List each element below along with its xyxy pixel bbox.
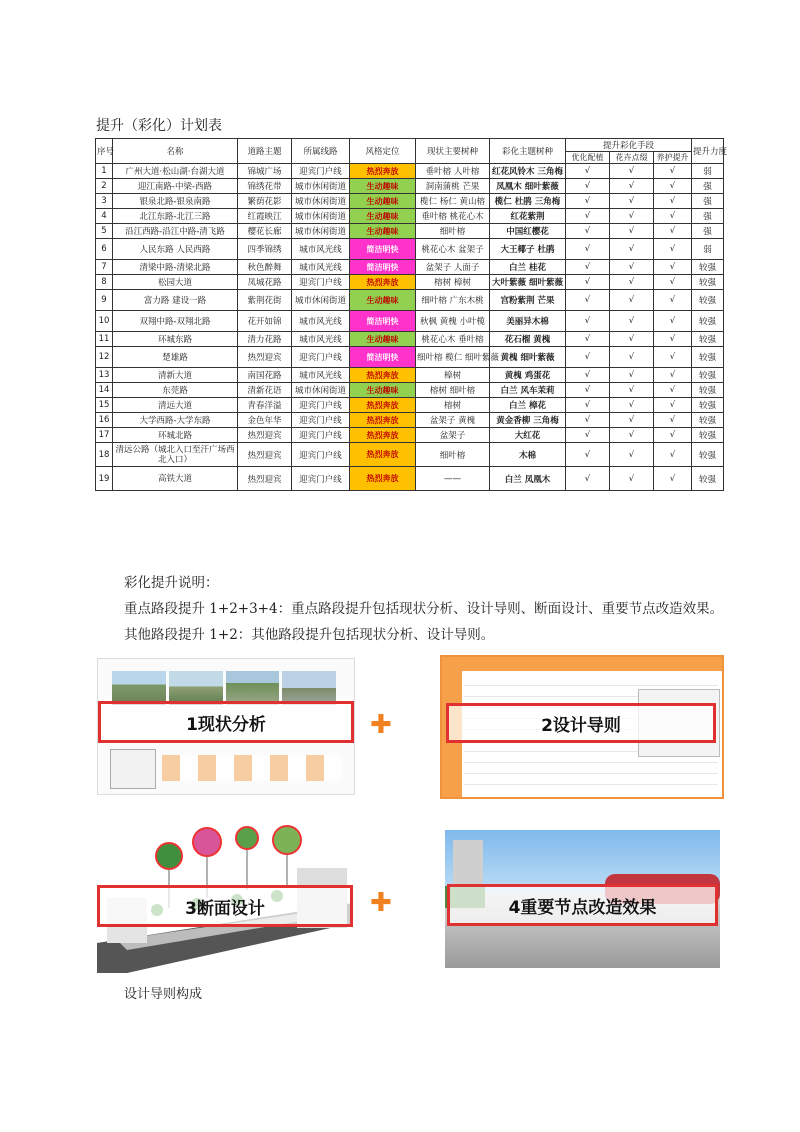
cell-style: 生动趣味 bbox=[350, 194, 416, 209]
cell-theme: 四季锦绣 bbox=[238, 239, 292, 260]
cell-name: 松园大道 bbox=[113, 275, 238, 290]
photo-strip bbox=[112, 671, 336, 705]
cell-line: 迎宾门户线 bbox=[292, 428, 350, 443]
table-row bbox=[96, 428, 724, 443]
cell-current: 榄仁 杨仁 黄山榕 bbox=[416, 194, 490, 209]
cell-scope-1: √ bbox=[566, 260, 610, 275]
cell-current: 榕树 bbox=[416, 398, 490, 413]
cell-scope-1: √ bbox=[566, 311, 610, 332]
cell-style: 生动趣味 bbox=[350, 224, 416, 239]
cell-no: 10 bbox=[96, 311, 113, 332]
cell-theme: 南国花路 bbox=[238, 368, 292, 383]
cell-theme: 清新花语 bbox=[238, 383, 292, 398]
cell-current: 桃花心木 盆架子 bbox=[416, 239, 490, 260]
cell-current: 细叶榕 bbox=[416, 443, 490, 467]
map-sketch bbox=[110, 749, 156, 789]
cell-style: 热烈奔放 bbox=[350, 413, 416, 428]
cell-strength: 较强 bbox=[692, 290, 724, 311]
cell-current: 垂叶榕 桃花心木 bbox=[416, 209, 490, 224]
cell-line: 城市休闲街道 bbox=[292, 209, 350, 224]
cell-scope-1: √ bbox=[566, 467, 610, 491]
cell-no: 3 bbox=[96, 194, 113, 209]
cell-name: 清远大道 bbox=[113, 398, 238, 413]
cell-strength: 较强 bbox=[692, 347, 724, 368]
cell-strength: 较强 bbox=[692, 383, 724, 398]
cell-strength: 较强 bbox=[692, 275, 724, 290]
cell-theme: 金色年华 bbox=[238, 413, 292, 428]
table-row bbox=[96, 398, 724, 413]
cell-color-trees: 中国红樱花 bbox=[490, 224, 566, 239]
cell-name: 高铁大道 bbox=[113, 467, 238, 491]
street-photo bbox=[282, 671, 336, 705]
cell-line: 迎宾门户线 bbox=[292, 398, 350, 413]
cell-current: 盆架子 黄槐 bbox=[416, 413, 490, 428]
cell-color-trees: 大王椰子 杜鹃 bbox=[490, 239, 566, 260]
cell-scope-1: √ bbox=[566, 332, 610, 347]
table-row bbox=[96, 368, 724, 383]
cell-style: 生动趣味 bbox=[350, 179, 416, 194]
cell-color-trees: 花石榴 黄槐 bbox=[490, 332, 566, 347]
cell-name: 人民东路 人民西路 bbox=[113, 239, 238, 260]
cell-scope-1: √ bbox=[566, 383, 610, 398]
cell-scope-2: √ bbox=[610, 179, 654, 194]
cell-color-trees: 黄槐 细叶紫薇 bbox=[490, 347, 566, 368]
cell-scope-3: √ bbox=[654, 443, 692, 467]
cell-current: —— bbox=[416, 467, 490, 491]
header-scope-1: 优化配植 bbox=[566, 152, 610, 164]
caption: 设计导则构成 bbox=[124, 987, 203, 1002]
cell-scope-3: √ bbox=[654, 224, 692, 239]
cell-strength: 强 bbox=[692, 224, 724, 239]
cell-no: 14 bbox=[96, 383, 113, 398]
cell-scope-3: √ bbox=[654, 347, 692, 368]
cell-strength: 强 bbox=[692, 194, 724, 209]
cell-style: 简洁明快 bbox=[350, 239, 416, 260]
cell-style: 生动趣味 bbox=[350, 383, 416, 398]
cell-name: 沿江西路-沿江中路-清飞路 bbox=[113, 224, 238, 239]
cell-strength: 较强 bbox=[692, 332, 724, 347]
header-theme: 道路主题 bbox=[238, 139, 292, 164]
header-scope-group: 提升彩化手段 bbox=[566, 139, 692, 152]
cell-scope-3: √ bbox=[654, 209, 692, 224]
cell-line: 迎宾门户线 bbox=[292, 347, 350, 368]
cell-strength: 较强 bbox=[692, 368, 724, 383]
cell-color-trees: 凤凰木 细叶紫薇 bbox=[490, 179, 566, 194]
cell-color-trees: 黄金香柳 三角梅 bbox=[490, 413, 566, 428]
header-name: 名称 bbox=[113, 139, 238, 164]
header-line: 所属线路 bbox=[292, 139, 350, 164]
cell-theme: 青春洋溢 bbox=[238, 398, 292, 413]
building-left bbox=[453, 840, 483, 890]
cell-no: 1 bbox=[96, 164, 113, 179]
cell-color-trees: 大叶紫薇 细叶紫薇 bbox=[490, 275, 566, 290]
cell-line: 迎宾门户线 bbox=[292, 443, 350, 467]
cell-style: 简洁明快 bbox=[350, 347, 416, 368]
cell-current: 榕树 细叶榕 bbox=[416, 383, 490, 398]
cell-theme: 紫荆花街 bbox=[238, 290, 292, 311]
cell-strength: 较强 bbox=[692, 467, 724, 491]
plus-icon: ✚ bbox=[370, 710, 392, 740]
table-row bbox=[96, 347, 724, 368]
cell-scope-3: √ bbox=[654, 311, 692, 332]
cell-line: 迎宾门户线 bbox=[292, 413, 350, 428]
cell-style: 热烈奔放 bbox=[350, 275, 416, 290]
cell-scope-2: √ bbox=[610, 164, 654, 179]
cell-name: 清远公路（城北入口至汗广场西北入口） bbox=[113, 443, 238, 467]
mini-table bbox=[162, 755, 342, 781]
header-strength: 提升力度 bbox=[692, 139, 724, 164]
cell-name: 环城东路 bbox=[113, 332, 238, 347]
cell-current: 细叶榕 bbox=[416, 224, 490, 239]
cell-scope-1: √ bbox=[566, 290, 610, 311]
cell-no: 9 bbox=[96, 290, 113, 311]
cell-name: 迎江南路-中梁-西路 bbox=[113, 179, 238, 194]
cell-scope-3: √ bbox=[654, 164, 692, 179]
cell-theme: 花开如锦 bbox=[238, 311, 292, 332]
cell-current: 樟树 bbox=[416, 368, 490, 383]
cell-scope-1: √ bbox=[566, 164, 610, 179]
cell-scope-1: √ bbox=[566, 413, 610, 428]
cell-scope-2: √ bbox=[610, 428, 654, 443]
cell-name: 银泉北路-银泉南路 bbox=[113, 194, 238, 209]
cell-color-trees: 白兰 樟花 bbox=[490, 398, 566, 413]
cell-scope-3: √ bbox=[654, 275, 692, 290]
cell-line: 城市休闲街道 bbox=[292, 383, 350, 398]
cell-color-trees: 木棉 bbox=[490, 443, 566, 467]
cell-scope-3: √ bbox=[654, 290, 692, 311]
cell-line: 迎宾门户线 bbox=[292, 467, 350, 491]
cell-no: 17 bbox=[96, 428, 113, 443]
cell-no: 4 bbox=[96, 209, 113, 224]
cell-color-trees: 黄槐 鸡蛋花 bbox=[490, 368, 566, 383]
cell-scope-1: √ bbox=[566, 428, 610, 443]
cell-strength: 弱 bbox=[692, 164, 724, 179]
cell-theme: 锦绣花带 bbox=[238, 179, 292, 194]
table-row bbox=[96, 260, 724, 275]
cell-theme: 秋色醉舞 bbox=[238, 260, 292, 275]
cell-current: 桃花心木 垂叶榕 bbox=[416, 332, 490, 347]
table-row bbox=[96, 239, 724, 260]
cell-scope-2: √ bbox=[610, 413, 654, 428]
cell-scope-1: √ bbox=[566, 443, 610, 467]
cell-strength: 较强 bbox=[692, 428, 724, 443]
cell-no: 6 bbox=[96, 239, 113, 260]
label-current-analysis: 1现状分析 bbox=[98, 701, 354, 743]
cell-style: 生动趣味 bbox=[350, 290, 416, 311]
cell-current: 细叶榕 榄仁 细叶紫薇 bbox=[416, 347, 490, 368]
cell-name: 楚雄路 bbox=[113, 347, 238, 368]
table-row bbox=[96, 290, 724, 311]
table-row bbox=[96, 224, 724, 239]
cell-theme: 热烈迎宾 bbox=[238, 428, 292, 443]
cell-name: 环城北路 bbox=[113, 428, 238, 443]
table-row bbox=[96, 164, 724, 179]
cell-scope-3: √ bbox=[654, 383, 692, 398]
cell-line: 城市风光线 bbox=[292, 260, 350, 275]
cell-strength: 强 bbox=[692, 209, 724, 224]
cell-theme: 锦城广场 bbox=[238, 164, 292, 179]
cell-scope-2: √ bbox=[610, 443, 654, 467]
cell-name: 清梁中路-清梁北路 bbox=[113, 260, 238, 275]
cell-scope-2: √ bbox=[610, 290, 654, 311]
cell-line: 城市休闲街道 bbox=[292, 224, 350, 239]
cell-theme: 热烈迎宾 bbox=[238, 443, 292, 467]
cell-name: 双翔中路-双翔北路 bbox=[113, 311, 238, 332]
cell-color-trees: 白兰 桂花 bbox=[490, 260, 566, 275]
cell-style: 简洁明快 bbox=[350, 260, 416, 275]
cell-scope-3: √ bbox=[654, 413, 692, 428]
header-style: 风格定位 bbox=[350, 139, 416, 164]
tree-bubble-icon bbox=[236, 827, 258, 849]
cell-scope-3: √ bbox=[654, 398, 692, 413]
cell-scope-2: √ bbox=[610, 209, 654, 224]
cell-no: 8 bbox=[96, 275, 113, 290]
cell-current: 盆架子 人面子 bbox=[416, 260, 490, 275]
cell-color-trees: 白兰 风车茉莉 bbox=[490, 383, 566, 398]
cell-scope-1: √ bbox=[566, 275, 610, 290]
cell-style: 热烈奔放 bbox=[350, 443, 416, 467]
cell-color-trees: 美丽异木棉 bbox=[490, 311, 566, 332]
label-design-guideline: 2设计导则 bbox=[446, 703, 716, 743]
cell-color-trees: 榄仁 杜鹃 三角梅 bbox=[490, 194, 566, 209]
cell-scope-1: √ bbox=[566, 209, 610, 224]
cell-style: 简洁明快 bbox=[350, 311, 416, 332]
cell-theme: 红霞映江 bbox=[238, 209, 292, 224]
cell-scope-1: √ bbox=[566, 224, 610, 239]
cell-scope-2: √ bbox=[610, 275, 654, 290]
cell-theme: 热烈迎宾 bbox=[238, 467, 292, 491]
cell-scope-3: √ bbox=[654, 467, 692, 491]
street-photo bbox=[169, 671, 223, 705]
cell-style: 热烈奔放 bbox=[350, 368, 416, 383]
cell-scope-2: √ bbox=[610, 398, 654, 413]
cell-name: 清新大道 bbox=[113, 368, 238, 383]
panel-key-node bbox=[445, 830, 720, 968]
cell-scope-3: √ bbox=[654, 179, 692, 194]
table-row bbox=[96, 443, 724, 467]
cell-theme: 凤城花路 bbox=[238, 275, 292, 290]
cell-scope-1: √ bbox=[566, 194, 610, 209]
cell-color-trees: 白兰 凤凰木 bbox=[490, 467, 566, 491]
cell-scope-3: √ bbox=[654, 194, 692, 209]
tree-bubble-icon bbox=[193, 828, 221, 856]
cell-name: 富力路 建设一路 bbox=[113, 290, 238, 311]
cell-name: 北江东路-北江三路 bbox=[113, 209, 238, 224]
cell-strength: 弱 bbox=[692, 239, 724, 260]
cell-no: 19 bbox=[96, 467, 113, 491]
plan-table bbox=[95, 138, 728, 491]
cell-style: 热烈奔放 bbox=[350, 467, 416, 491]
cell-name: 广州大道·松山湖·台湖大道 bbox=[113, 164, 238, 179]
cell-line: 城市休闲街道 bbox=[292, 194, 350, 209]
cell-no: 5 bbox=[96, 224, 113, 239]
cell-scope-2: √ bbox=[610, 260, 654, 275]
cell-style: 生动趣味 bbox=[350, 332, 416, 347]
table-row bbox=[96, 311, 724, 332]
cell-scope-1: √ bbox=[566, 347, 610, 368]
notes-heading: 彩化提升说明： bbox=[124, 575, 219, 591]
cell-scope-2: √ bbox=[610, 368, 654, 383]
cell-strength: 较强 bbox=[692, 443, 724, 467]
street-photo bbox=[226, 671, 280, 705]
header-scope-2: 花卉点缀 bbox=[610, 152, 654, 164]
cell-scope-1: √ bbox=[566, 398, 610, 413]
cell-no: 15 bbox=[96, 398, 113, 413]
panel-design-guideline bbox=[440, 655, 724, 799]
plus-icon: ✚ bbox=[370, 888, 392, 918]
table-row bbox=[96, 467, 724, 491]
header-color-trees: 彩化主题树种 bbox=[490, 139, 566, 164]
notes-block bbox=[124, 570, 723, 648]
cell-no: 13 bbox=[96, 368, 113, 383]
cell-scope-1: √ bbox=[566, 368, 610, 383]
cell-color-trees: 宫粉紫荆 芒果 bbox=[490, 290, 566, 311]
cell-current: 盆架子 bbox=[416, 428, 490, 443]
cell-no: 11 bbox=[96, 332, 113, 347]
cell-strength: 较强 bbox=[692, 413, 724, 428]
cell-style: 生动趣味 bbox=[350, 209, 416, 224]
cell-current: 洞南蒲桃 芒果 bbox=[416, 179, 490, 194]
cell-scope-2: √ bbox=[610, 194, 654, 209]
cell-scope-3: √ bbox=[654, 239, 692, 260]
cell-scope-2: √ bbox=[610, 224, 654, 239]
cell-no: 12 bbox=[96, 347, 113, 368]
cell-scope-1: √ bbox=[566, 239, 610, 260]
panel-current-analysis bbox=[97, 658, 355, 795]
cell-style: 热烈奔放 bbox=[350, 398, 416, 413]
cell-line: 城市休闲街道 bbox=[292, 290, 350, 311]
cell-scope-3: √ bbox=[654, 428, 692, 443]
cell-theme: 清力花路 bbox=[238, 332, 292, 347]
cell-theme: 热烈迎宾 bbox=[238, 347, 292, 368]
cell-line: 迎宾门户线 bbox=[292, 275, 350, 290]
cell-line: 城市风光线 bbox=[292, 368, 350, 383]
header-scope-3: 养护提升 bbox=[654, 152, 692, 164]
notes-line-2: 其他路段提升 1+2：其他路段提升包括现状分析、设计导则。 bbox=[124, 627, 495, 643]
cell-scope-2: √ bbox=[610, 347, 654, 368]
cell-style: 热烈奔放 bbox=[350, 428, 416, 443]
cell-strength: 较强 bbox=[692, 260, 724, 275]
cell-color-trees: 大红花 bbox=[490, 428, 566, 443]
cell-theme: 繁荫花影 bbox=[238, 194, 292, 209]
header-current: 现状主要树种 bbox=[416, 139, 490, 164]
cell-scope-3: √ bbox=[654, 332, 692, 347]
notes-line-1: 重点路段提升 1+2+3+4：重点路段提升包括现状分析、设计导则、断面设计、重要节点改造效果。 bbox=[124, 601, 724, 617]
street-photo bbox=[112, 671, 166, 705]
cell-scope-2: √ bbox=[610, 383, 654, 398]
cell-line: 城市风光线 bbox=[292, 332, 350, 347]
cell-no: 16 bbox=[96, 413, 113, 428]
cell-current: 细叶榕 广东木桃 bbox=[416, 290, 490, 311]
cell-current: 秋枫 黄槐 小叶榄 bbox=[416, 311, 490, 332]
table-row bbox=[96, 194, 724, 209]
table-row bbox=[96, 332, 724, 347]
cell-line: 城市风光线 bbox=[292, 311, 350, 332]
cell-scope-2: √ bbox=[610, 239, 654, 260]
cell-no: 7 bbox=[96, 260, 113, 275]
cell-name: 大学西路-大学东路 bbox=[113, 413, 238, 428]
table-row bbox=[96, 413, 724, 428]
cell-current: 垂叶榕 人叶榕 bbox=[416, 164, 490, 179]
cell-no: 18 bbox=[96, 443, 113, 467]
cell-color-trees: 红花风铃木 三角梅 bbox=[490, 164, 566, 179]
cell-scope-2: √ bbox=[610, 467, 654, 491]
table-row bbox=[96, 209, 724, 224]
cell-style: 热烈奔放 bbox=[350, 164, 416, 179]
cell-color-trees: 红花紫荆 bbox=[490, 209, 566, 224]
cell-current: 榕树 樟树 bbox=[416, 275, 490, 290]
panel-section-design bbox=[97, 828, 353, 973]
cell-scope-1: √ bbox=[566, 179, 610, 194]
cell-no: 2 bbox=[96, 179, 113, 194]
cell-scope-3: √ bbox=[654, 368, 692, 383]
label-section-design: 3断面设计 bbox=[97, 885, 353, 927]
table-row bbox=[96, 275, 724, 290]
cell-theme: 樱花长廊 bbox=[238, 224, 292, 239]
header-no: 序号 bbox=[96, 139, 113, 164]
page-title: 提升（彩化）计划表 bbox=[96, 118, 222, 134]
plan-table-body bbox=[96, 164, 724, 491]
cell-name: 东莞路 bbox=[113, 383, 238, 398]
table-row bbox=[96, 383, 724, 398]
cell-strength: 较强 bbox=[692, 398, 724, 413]
cell-scope-2: √ bbox=[610, 311, 654, 332]
table-row bbox=[96, 179, 724, 194]
tree-bubble-icon bbox=[273, 826, 301, 854]
label-key-node: 4重要节点改造效果 bbox=[447, 884, 718, 926]
tree-bubble-icon bbox=[156, 843, 182, 869]
cell-line: 城市风光线 bbox=[292, 239, 350, 260]
cell-line: 城市休闲街道 bbox=[292, 179, 350, 194]
cell-scope-3: √ bbox=[654, 260, 692, 275]
cell-scope-2: √ bbox=[610, 332, 654, 347]
cell-line: 迎宾门户线 bbox=[292, 164, 350, 179]
cell-strength: 较强 bbox=[692, 311, 724, 332]
guideline-header bbox=[442, 657, 722, 671]
cell-strength: 强 bbox=[692, 179, 724, 194]
